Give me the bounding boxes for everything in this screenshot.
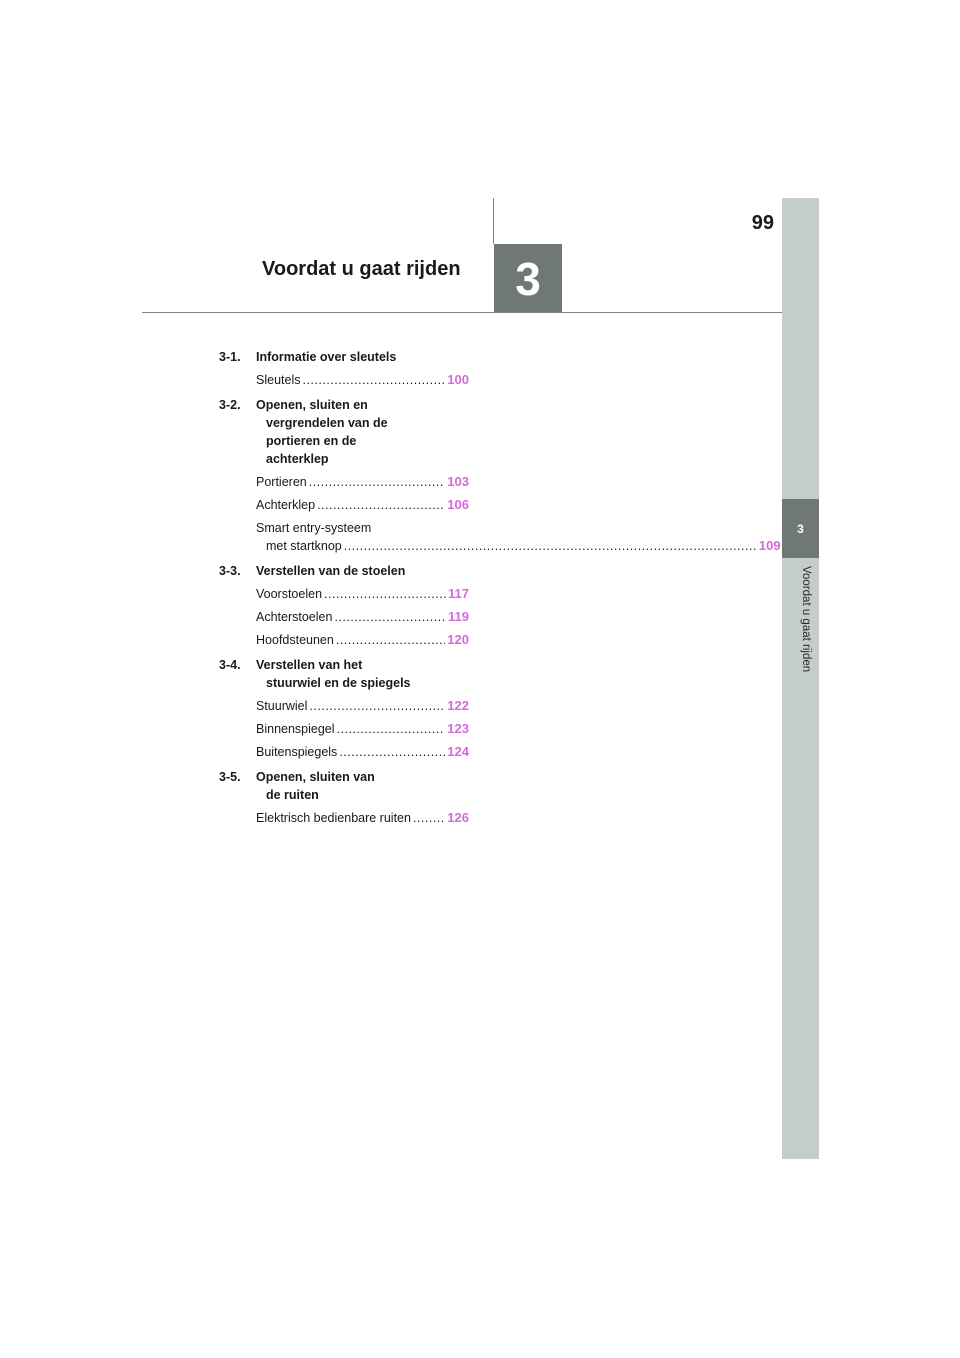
toc-page-link[interactable]: 124 xyxy=(447,744,469,759)
toc-section-title-line: achterklep xyxy=(266,452,329,466)
toc-entry-label: Buitenspiegels xyxy=(256,745,338,759)
toc-entry-label-wrap xyxy=(256,519,781,555)
toc-entry-label: Portieren xyxy=(256,475,307,489)
toc-entry[interactable] xyxy=(256,585,469,603)
toc-section-title xyxy=(256,656,469,692)
toc-page-link[interactable]: 123 xyxy=(447,721,469,736)
toc-entry-label: Elektrisch bedienbare ruiten xyxy=(256,811,411,825)
toc-page-link[interactable]: 109 xyxy=(758,538,781,553)
toc-section-heading xyxy=(219,348,469,366)
toc-leader-dots xyxy=(334,608,446,626)
toc-section-title-line: portieren en de xyxy=(266,434,357,448)
toc-entry-label: Hoofdsteunen xyxy=(256,633,334,647)
header-divider-vertical xyxy=(493,198,494,244)
side-tab-bar xyxy=(782,198,819,1159)
toc-section-title xyxy=(256,768,469,804)
toc-entry-label: met startknop xyxy=(266,539,342,553)
toc-entry[interactable] xyxy=(256,631,469,649)
toc-page-link[interactable]: 119 xyxy=(448,609,469,624)
toc-entry[interactable] xyxy=(256,519,781,555)
toc-page-link[interactable]: 122 xyxy=(447,698,469,713)
toc-entry[interactable] xyxy=(256,743,469,761)
toc-entry[interactable] xyxy=(256,697,469,715)
chapter-number-box: 3 xyxy=(494,244,562,313)
toc-page-link[interactable]: 126 xyxy=(447,810,469,825)
toc-section-number: 3-2. xyxy=(219,398,241,412)
toc-leader-dots xyxy=(339,743,445,761)
toc-section-title-line: de ruiten xyxy=(266,788,319,802)
toc-entry[interactable] xyxy=(256,371,469,389)
toc-entry-line xyxy=(256,537,781,555)
toc-page-link[interactable]: 100 xyxy=(447,372,469,387)
toc-entry[interactable] xyxy=(256,473,469,491)
toc-leader-dots xyxy=(344,537,757,555)
toc-section-title-line: stuurwiel en de spiegels xyxy=(266,676,411,690)
toc-leader-dots xyxy=(413,809,445,827)
toc-entry[interactable] xyxy=(256,608,469,626)
toc-section-number: 3-5. xyxy=(219,770,241,784)
toc-entry-label: Smart entry-systeem xyxy=(256,521,372,535)
table-of-contents xyxy=(219,348,781,827)
toc-entry[interactable] xyxy=(256,720,469,738)
chapter-title: Voordat u gaat rijden xyxy=(262,258,461,280)
page-number: 99 xyxy=(751,212,774,234)
toc-section-number: 3-4. xyxy=(219,658,241,672)
toc-entry-label: Binnenspiegel xyxy=(256,722,335,736)
toc-section-number: 3-3. xyxy=(219,564,241,578)
toc-section-title-line: Verstellen van de stoelen xyxy=(256,564,406,578)
toc-section-number: 3-1. xyxy=(219,350,241,364)
toc-section-heading xyxy=(219,656,469,692)
toc-section-title xyxy=(256,562,469,580)
toc-section-title-line: Verstellen van het xyxy=(256,658,363,672)
toc-section-title xyxy=(256,396,469,468)
toc-leader-dots xyxy=(324,585,446,603)
header-divider-horizontal xyxy=(142,312,782,313)
toc-page-link[interactable]: 103 xyxy=(447,474,469,489)
toc-section-title-line: vergrendelen van de xyxy=(266,416,388,430)
toc-entry-label: Stuurwiel xyxy=(256,699,308,713)
side-tab-number[interactable]: 3 xyxy=(782,499,819,558)
toc-page-link[interactable]: 106 xyxy=(447,497,469,512)
toc-leader-dots xyxy=(317,496,445,514)
toc-entry-label: Voorstoelen xyxy=(256,587,323,601)
toc-section-heading xyxy=(219,396,469,468)
toc-leader-dots xyxy=(309,697,445,715)
toc-section-title-line: Informatie over sleutels xyxy=(256,350,397,364)
toc-page-link[interactable]: 120 xyxy=(447,632,469,647)
toc-entry[interactable] xyxy=(256,809,469,827)
toc-leader-dots xyxy=(302,371,445,389)
toc-section-title-line: Openen, sluiten en xyxy=(256,398,368,412)
toc-entry-label: Achterstoelen xyxy=(256,610,333,624)
toc-section-heading xyxy=(219,562,469,580)
toc-section-title xyxy=(256,348,469,366)
toc-leader-dots xyxy=(309,473,446,491)
side-tab-label: Voordat u gaat rijden xyxy=(800,566,812,673)
toc-entry-label: Achterklep xyxy=(256,498,316,512)
toc-section-title-line: Openen, sluiten van xyxy=(256,770,375,784)
toc-entry-label: Sleutels xyxy=(256,373,301,387)
toc-page-link[interactable]: 117 xyxy=(448,586,469,601)
toc-leader-dots xyxy=(336,631,445,649)
toc-section-heading xyxy=(219,768,469,804)
toc-leader-dots xyxy=(337,720,446,738)
toc-entry[interactable] xyxy=(256,496,469,514)
